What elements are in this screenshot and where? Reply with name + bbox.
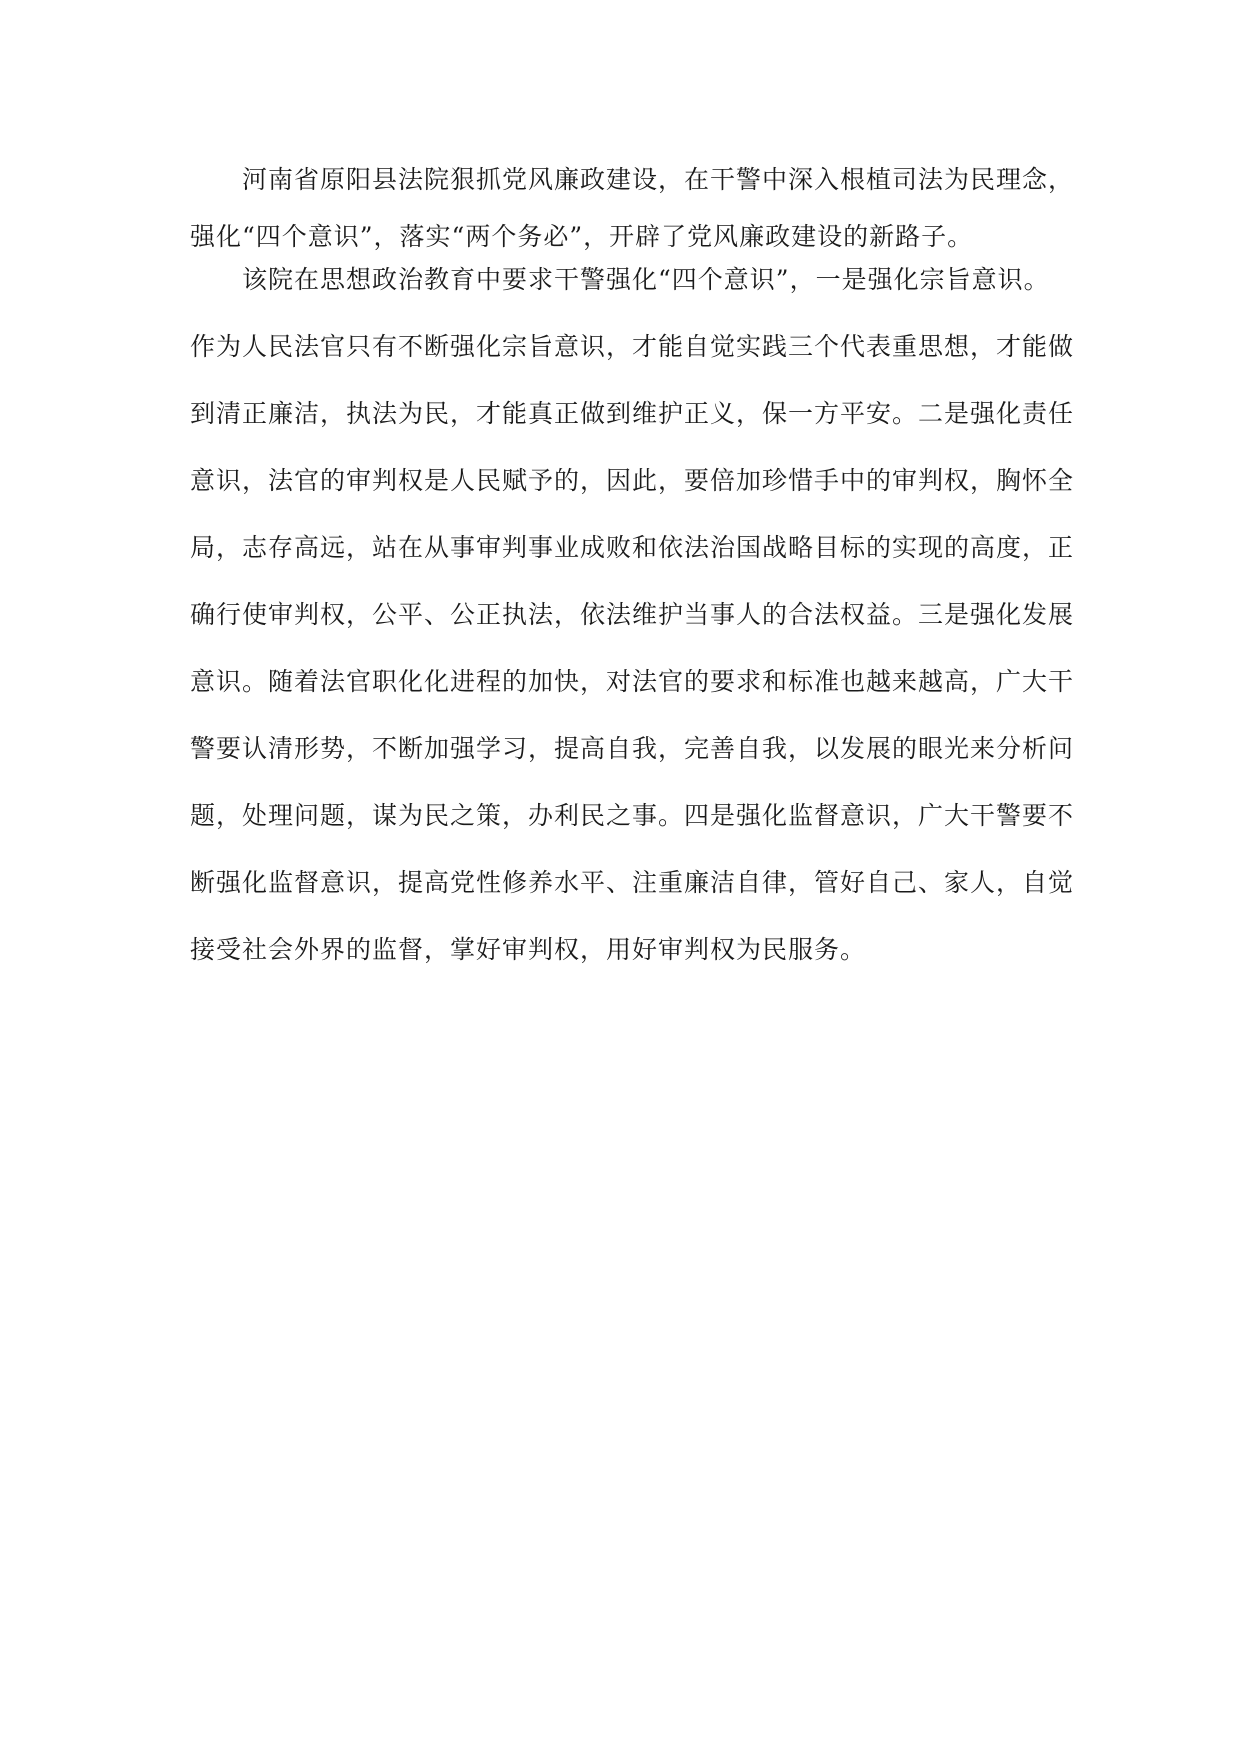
paragraph-2-line-4: 意识，法官的审判权是人民赋予的，因此，要倍加珍惜手中的审判权，胸怀全 bbox=[190, 466, 1075, 495]
paragraph-2-line-10: 断强化监督意识，提高党性修养水平、注重廉洁自律，管好自己、家人，自觉 bbox=[190, 868, 1075, 897]
paragraph-1-line-2: 强化“四个意识”，落实“两个务必”，开辟了党风廉政建设的新路子。 bbox=[190, 222, 974, 251]
paragraph-1 bbox=[190, 160, 1075, 274]
paragraph-2-line-2: 作为人民法官只有不断强化宗旨意识，才能自觉实践三个代表重思想，才能做 bbox=[190, 332, 1075, 361]
paragraph-2-line-11: 接受社会外界的监督，掌好审判权，用好审判权为民服务。 bbox=[190, 935, 867, 964]
paragraph-2 bbox=[190, 260, 1075, 997]
paragraph-2-line-1: 该院在思想政治教育中要求干警强化“四个意识”，一是强化宗旨意识。 bbox=[242, 265, 1050, 294]
paragraph-2-line-3: 到清正廉洁，执法为民，才能真正做到维护正义，保一方平安。二是强化责任 bbox=[190, 399, 1075, 428]
paragraph-1-line-1: 河南省原阳县法院狠抓党风廉政建设，在干警中深入根植司法为民理念， bbox=[242, 165, 1075, 194]
paragraph-2-line-6: 确行使审判权，公平、公正执法，依法维护当事人的合法权益。三是强化发展 bbox=[190, 600, 1075, 629]
paragraph-2-line-8: 警要认清形势，不断加强学习，提高自我，完善自我，以发展的眼光来分析问 bbox=[190, 734, 1075, 763]
paragraph-2-line-7: 意识。随着法官职化化进程的加快，对法官的要求和标准也越来越高，广大干 bbox=[190, 667, 1075, 696]
paragraph-2-line-5: 局，志存高远，站在从事审判事业成败和依法治国战略目标的实现的高度，正 bbox=[190, 533, 1075, 562]
paragraph-2-line-9: 题，处理问题，谋为民之策，办利民之事。四是强化监督意识，广大干警要不 bbox=[190, 801, 1075, 830]
